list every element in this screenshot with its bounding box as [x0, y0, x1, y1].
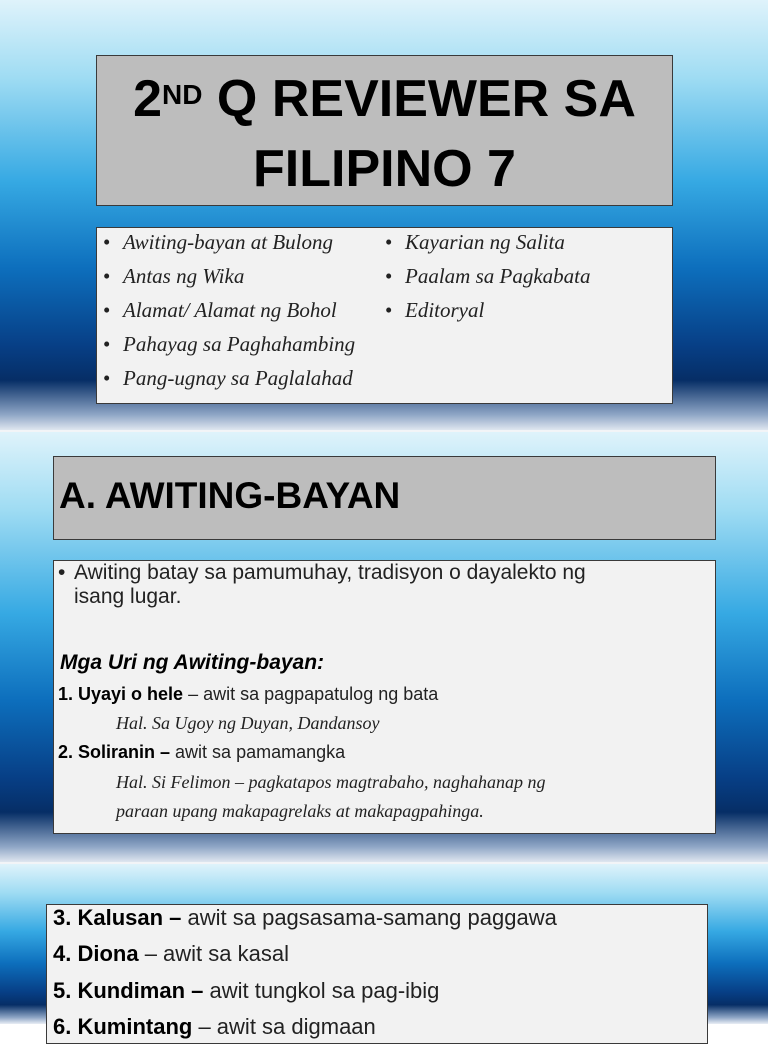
topic-item: • Pang-ugnay sa Paglalahad [97, 361, 355, 395]
topics-box [96, 227, 673, 404]
type-item-1 [58, 684, 438, 705]
type-description: – awit sa digmaan [192, 1014, 376, 1039]
type-example-1: Hal. Sa Ugoy ng Duyan, Dandansoy [116, 713, 380, 733]
type-description: awit tungkol sa pag-ibig [203, 978, 440, 1003]
slide-1 [0, 0, 768, 432]
type-item-4 [53, 941, 289, 967]
definition-line-1: Awiting batay sa pamumuhay, tradisyon o dayalekto ng [74, 561, 586, 584]
type-description: awit sa pamamangka [170, 742, 346, 762]
type-description: – awit sa pagpapatulog ng bata [183, 684, 439, 704]
type-term: 6. Kumintang [53, 1014, 193, 1039]
type-description: – awit sa kasal [138, 941, 289, 966]
type-term: 4. Diona [53, 941, 139, 966]
types-heading: Mga Uri ng Awiting-bayan: [60, 651, 325, 674]
section-title: A. AWITING-BAYAN [59, 475, 401, 516]
topic-item: • Kayarian ng Salita [379, 225, 590, 259]
type-item-6 [53, 1014, 376, 1040]
type-description: awit sa pagsasama-samang paggawa [181, 905, 557, 930]
title-line-2: FILIPINO 7 [253, 140, 516, 198]
title-line-1-text: Q REVIEWER SA [202, 70, 636, 128]
continued-types-box [46, 904, 708, 1044]
section-content-box [53, 560, 716, 834]
title-superscript: ND [162, 79, 203, 110]
title-number: 2 [133, 70, 163, 128]
section-title-box [53, 456, 716, 540]
type-term: 1. Uyayi o hele [58, 684, 184, 704]
topic-item: • Alamat/ Alamat ng Bohol [97, 293, 355, 327]
topics-column-2 [379, 225, 590, 327]
reviewer-title-box [96, 55, 673, 206]
topic-item: • Paalam sa Pagkabata [379, 259, 590, 293]
slide-2 [0, 432, 768, 864]
type-item-3 [53, 905, 557, 931]
topic-item: • Antas ng Wika [97, 259, 355, 293]
type-example-2-line-1: Hal. Si Felimon – pagkatapos magtrabaho, naghahanap ng [116, 772, 546, 792]
type-term: 5. Kundiman – [53, 978, 204, 1003]
bullet: • [58, 561, 66, 584]
type-item-2 [58, 742, 345, 763]
topic-item: • Awiting-bayan at Bulong [97, 225, 355, 259]
definition-line-2: isang lugar. [74, 585, 182, 608]
type-term: 2. Soliranin – [58, 742, 171, 762]
topics-column-1 [97, 225, 355, 395]
title-line-1 [97, 64, 672, 134]
topic-item: • Editoryal [379, 293, 590, 327]
slide-3 [0, 864, 768, 1039]
type-item-5 [53, 978, 439, 1004]
type-term: 3. Kalusan – [53, 905, 182, 930]
topic-item: • Pahayag sa Paghahambing [97, 327, 355, 361]
type-example-2-line-2: paraan upang makapagrelaks at makapagpahinga. [116, 801, 484, 821]
